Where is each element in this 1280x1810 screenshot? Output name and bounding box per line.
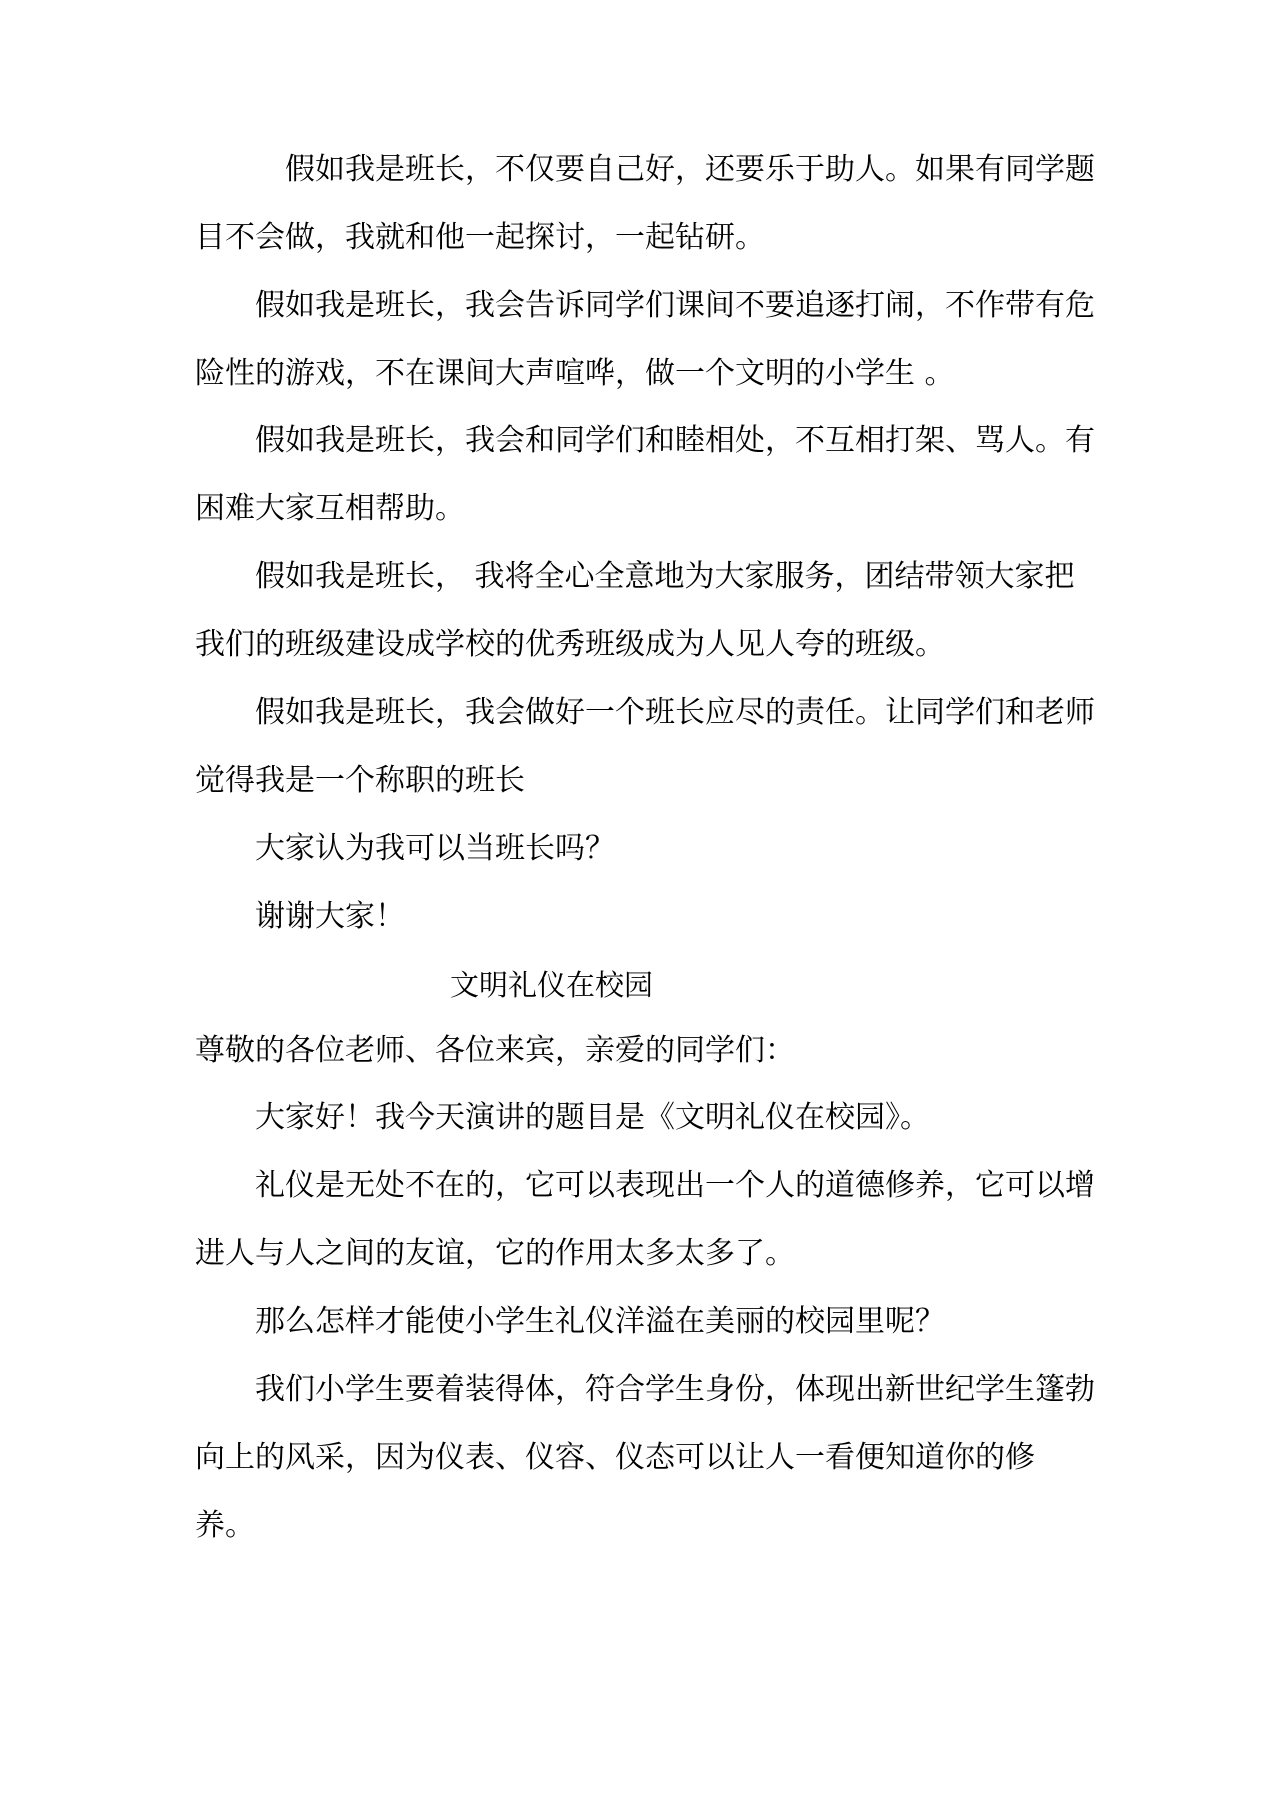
salutation: 尊敬的各位老师、各位来宾，亲爱的同学们： <box>195 1033 795 1068</box>
paragraph-line: 假如我是班长， 我将全心全意地为大家服务，团结带领大家把 <box>255 559 1075 594</box>
paragraph-line: 险性的游戏，不在课间大声喧哗，做一个文明的小学生 。 <box>195 356 955 391</box>
paragraph-line: 礼仪是无处不在的，它可以表现出一个人的道德修养，它可以增 <box>255 1168 1095 1203</box>
paragraph-line: 那么怎样才能使小学生礼仪洋溢在美丽的校园里呢？ <box>255 1304 945 1339</box>
paragraph-line: 假如我是班长，我会和同学们和睦相处，不互相打架、骂人。有 <box>255 423 1095 458</box>
paragraph-line: 觉得我是一个称职的班长 <box>195 763 525 798</box>
paragraph-line: 假如我是班长，我会告诉同学们课间不要追逐打闹，不作带有危 <box>255 288 1095 323</box>
paragraph-line: 我们的班级建设成学校的优秀班级成为人见人夸的班级。 <box>195 627 945 662</box>
paragraph-line: 进人与人之间的友谊，它的作用太多太多了。 <box>195 1236 795 1271</box>
paragraph-line: 假如我是班长，不仅要自己好，还要乐于助人。如果有同学题 <box>285 152 1095 187</box>
paragraph-line: 养。 <box>195 1508 255 1543</box>
paragraph-line: 目不会做，我就和他一起探讨，一起钻研。 <box>195 220 765 255</box>
paragraph-line: 困难大家互相帮助。 <box>195 491 465 526</box>
speech-title: 文明礼仪在校园 <box>450 968 654 1002</box>
paragraph-line: 大家好！我今天演讲的题目是《文明礼仪在校园》。 <box>255 1100 930 1135</box>
paragraph-line: 我们小学生要着装得体，符合学生身份，体现出新世纪学生篷勃 <box>255 1372 1095 1407</box>
paragraph-line: 谢谢大家！ <box>255 899 405 934</box>
paragraph-line: 向上的风采，因为仪表、仪容、仪态可以让人一看便知道你的修 <box>195 1440 1035 1475</box>
paragraph-line: 假如我是班长，我会做好一个班长应尽的责任。让同学们和老师 <box>255 695 1095 730</box>
paragraph-line: 大家认为我可以当班长吗？ <box>255 831 615 866</box>
